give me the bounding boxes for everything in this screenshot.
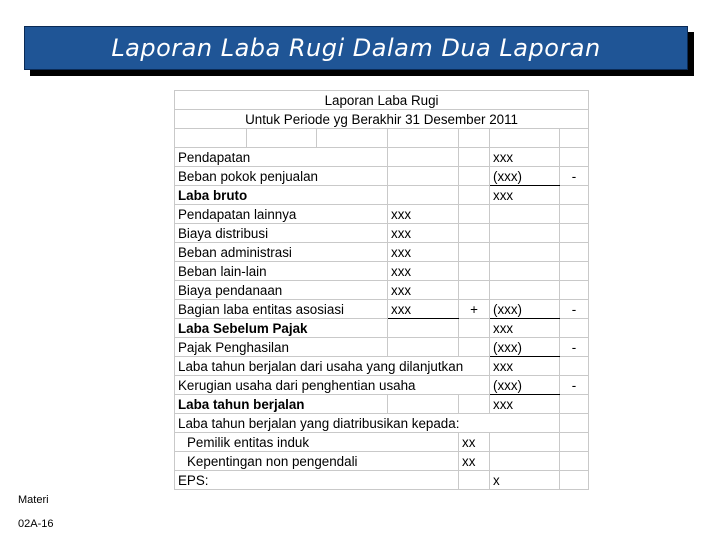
sign-value [560,452,589,471]
col1-value [388,319,459,338]
row-label: Beban lain-lain [175,262,388,281]
footer-materi: Materi [18,494,49,506]
col3-value [490,262,560,281]
col2-value [459,281,490,300]
sign-value [560,243,589,262]
col3-value [490,452,560,471]
col1-value: xxx [388,300,459,319]
table-row [175,148,589,167]
col1-value [388,186,459,205]
row-label: Laba tahun berjalan dari usaha yang dilanjutkan [175,357,490,376]
row-label: Laba tahun berjalan [175,395,388,414]
row-label: Kerugian usaha dari penghentian usaha [175,376,490,395]
row-label: Kepentingan non pengendali [175,452,459,471]
table-row [175,243,589,262]
sign-value: - [560,167,589,186]
col1-value: xxx [388,205,459,224]
col2-value [459,471,490,490]
table-row [175,452,589,471]
col1-value: xxx [388,281,459,300]
col3-value [490,224,560,243]
row-label: Beban pokok penjualan [175,167,388,186]
col3-value: xxx [490,319,560,338]
row-label: Laba bruto [175,186,388,205]
sign-value [560,281,589,300]
table-row [175,433,589,452]
sign-value: - [560,338,589,357]
col2-value: xx [459,433,490,452]
row-label: Laba Sebelum Pajak [175,319,388,338]
spacer-row [175,129,589,148]
col2-value [459,186,490,205]
col3-value: xxx [490,186,560,205]
col2-value [459,148,490,167]
slide-title: Laporan Laba Rugi Dalam Dua Laporan [111,34,601,62]
col3-value: (xxx) [490,167,560,186]
sign-value [560,395,589,414]
col2-value: + [459,300,490,319]
table-row [175,300,589,319]
row-label: Pajak Penghasilan [175,338,388,357]
table-row [175,357,589,376]
col2-value [459,395,490,414]
table-row [175,414,589,433]
col2-value [459,224,490,243]
col3-value: (xxx) [490,338,560,357]
col1-value: xxx [388,243,459,262]
sign-value [560,205,589,224]
col1-value: xxx [388,262,459,281]
row-label: EPS: [175,471,459,490]
table-row [175,338,589,357]
col3-value [490,281,560,300]
col1-value [388,148,459,167]
sign-value [560,224,589,243]
table-row [175,262,589,281]
table-row [175,186,589,205]
row-label: Pendapatan lainnya [175,205,388,224]
table-row [175,319,589,338]
sign-value: - [560,300,589,319]
table-row [175,224,589,243]
col3-value [490,243,560,262]
footer-page-code: 02A-16 [18,518,54,530]
col1-value [388,338,459,357]
col3-value: xxx [490,148,560,167]
row-label: Bagian laba entitas asosiasi [175,300,388,319]
table-row [175,376,589,395]
col2-value [459,319,490,338]
col3-value: x [490,471,560,490]
col2-value: xx [459,452,490,471]
title-bar [24,26,688,70]
col1-value [388,395,459,414]
col2-value [459,167,490,186]
col3-value: (xxx) [490,376,560,395]
income-statement-table [174,90,589,490]
col2-value [459,262,490,281]
col2-value [459,338,490,357]
table-row [175,167,589,186]
row-label: Biaya distribusi [175,224,388,243]
row-label: Biaya pendanaan [175,281,388,300]
statement-period: Untuk Periode yg Berakhir 31 Desember 2011 [175,110,589,129]
sign-value [560,186,589,205]
table-row [175,395,589,414]
statement-title: Laporan Laba Rugi [175,91,589,110]
table-row [175,281,589,300]
col3-value: xxx [490,395,560,414]
row-label: Pendapatan [175,148,317,167]
sign-value [560,148,589,167]
row-label: Pemilik entitas induk [175,433,459,452]
sign-value: - [560,376,589,395]
sign-value [560,357,589,376]
sign-value [560,319,589,338]
col1-value [388,167,459,186]
sign-value [560,262,589,281]
col3-value: (xxx) [490,300,560,319]
sign-value [560,471,589,490]
col3-value [490,205,560,224]
table-row [175,205,589,224]
col1-value: xxx [388,224,459,243]
sign-value [560,433,589,452]
row-label: Laba tahun berjalan yang diatribusikan kepada: [175,414,560,433]
table-row [175,471,589,490]
statement-header-row [175,91,589,110]
col3-value [490,433,560,452]
row-label: Beban administrasi [175,243,388,262]
col3-value: xxx [490,357,560,376]
statement-period-row [175,110,589,129]
col2-value [459,243,490,262]
col2-value [459,205,490,224]
